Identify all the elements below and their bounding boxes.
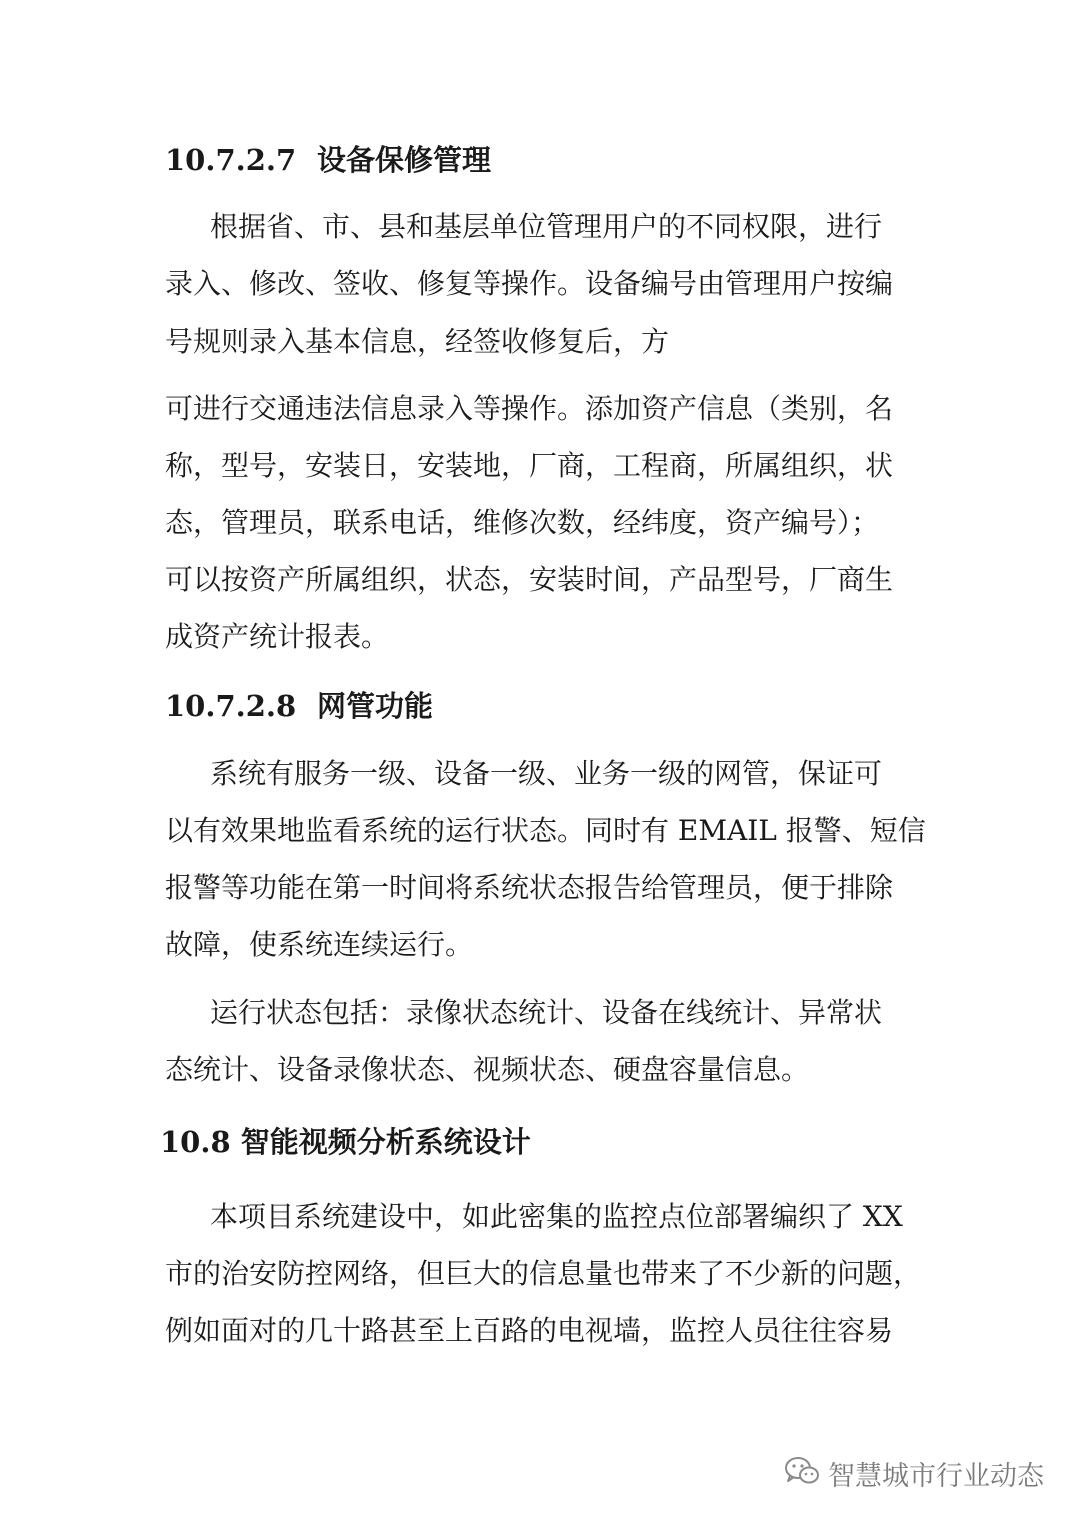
paragraph-line: 态统计、设备录像状态、视频状态、硬盘容量信息。 xyxy=(165,1053,810,1086)
paragraph-line: 报警等功能在第一时间将系统状态报告给管理员，便于排除 xyxy=(165,871,894,904)
paragraph-line: 系统有服务一级、设备一级、业务一级的网管，保证可 xyxy=(210,757,883,790)
paragraph-line: 以有效果地监看系统的运行状态。同时有 EMAIL 报警、短信 xyxy=(165,814,926,847)
section-heading-10-7-2-8 xyxy=(165,686,433,726)
paragraph-line: 态，管理员，联系电话，维修次数，经纬度，资产编号）； xyxy=(165,506,880,539)
watermark-text: 智慧城市行业动态 xyxy=(828,1461,1044,1492)
watermark xyxy=(784,1456,1044,1498)
wechat-icon xyxy=(784,1456,820,1498)
paragraph-line: 号规则录入基本信息，经签收修复后，方 xyxy=(165,325,670,358)
paragraph-line: 称，型号，安装日，安装地，厂商，工程商，所属组织，状 xyxy=(165,449,894,482)
section-heading-10-8: 10.8 智能视频分析系统设计 xyxy=(160,1125,531,1159)
paragraph-line: 本项目系统建设中，如此密集的监控点位部署编织了 XX xyxy=(210,1200,903,1233)
paragraph-line: 运行状态包括：录像状态统计、设备在线统计、异常状 xyxy=(210,996,883,1029)
paragraph-line: 故障，使系统连续运行。 xyxy=(165,928,474,961)
paragraph-line: 根据省、市、县和基层单位管理用户的不同权限，进行 xyxy=(210,210,883,243)
paragraph-line: 例如面对的几十路甚至上百路的电视墙，监控人员往往容易 xyxy=(165,1314,894,1347)
section-heading-10-7-2-7 xyxy=(165,140,491,180)
paragraph-line: 成资产统计报表。 xyxy=(165,620,390,653)
paragraph-line: 录入、修改、签收、修复等操作。设备编号由管理用户按编 xyxy=(165,267,894,300)
paragraph-line: 市的治安防控网络，但巨大的信息量也带来了不少新的问题， xyxy=(165,1257,922,1290)
heading-number: 10.7.2.8 xyxy=(165,689,297,723)
heading-number: 10.7.2.7 xyxy=(165,143,297,177)
paragraph-line: 可进行交通违法信息录入等操作。添加资产信息（类别，名 xyxy=(165,392,894,425)
paragraph-line: 可以按资产所属组织，状态，安装时间，产品型号，厂商生 xyxy=(165,563,894,596)
heading-title: 设备保修管理 xyxy=(317,143,492,177)
heading-title: 网管功能 xyxy=(317,689,434,723)
